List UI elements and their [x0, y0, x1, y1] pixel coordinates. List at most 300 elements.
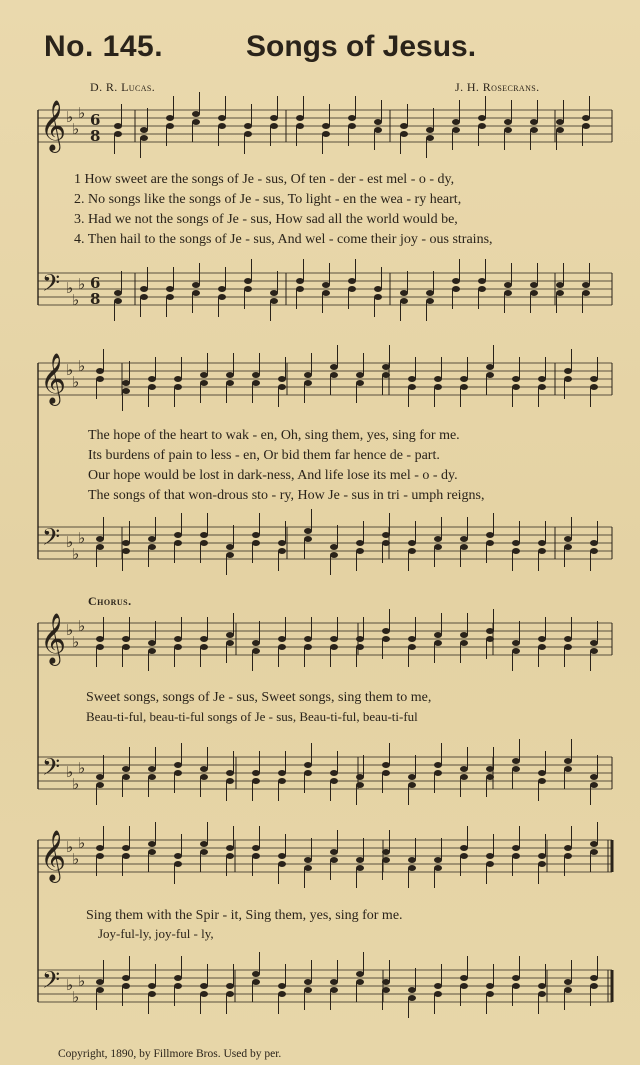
note-head: [452, 278, 460, 284]
note-head: [408, 865, 416, 871]
note-head: [348, 278, 356, 284]
note-head: [408, 782, 416, 788]
note-head: [322, 282, 330, 288]
note-head: [356, 548, 364, 554]
flat-icon: ♭: [78, 834, 86, 852]
flat-icon: ♭: [72, 545, 80, 563]
note-head: [200, 380, 208, 386]
note-head: [192, 119, 200, 125]
note-head: [504, 290, 512, 296]
note-head: [564, 368, 572, 374]
note-head: [564, 644, 572, 650]
note-head: [304, 644, 312, 650]
verse-1-line-1: 1 How sweet are the songs of Je - sus, Of ten - der - est mel - o - dy,: [74, 172, 455, 187]
note-head: [486, 628, 494, 634]
note-head: [538, 644, 546, 650]
note-head: [96, 644, 104, 650]
note-head: [426, 298, 434, 304]
note-head: [408, 774, 416, 780]
note-head: [504, 119, 512, 125]
note-head: [148, 536, 156, 542]
note-head: [564, 845, 572, 851]
note-head: [304, 762, 312, 768]
note-head: [374, 127, 382, 133]
note-head: [244, 278, 252, 284]
note-head: [304, 857, 312, 863]
note-head: [96, 979, 104, 985]
note-head: [356, 372, 364, 378]
note-head: [122, 845, 130, 851]
note-head: [148, 384, 156, 390]
note-head: [200, 983, 208, 989]
note-head: [564, 853, 572, 859]
note-head: [460, 536, 468, 542]
chorus-line-1-soprano: Sweet songs, songs of Je - sus, Sweet songs, sing them to me,: [86, 690, 432, 705]
bass-clef-icon: 𝄢: [42, 523, 61, 556]
note-head: [434, 544, 442, 550]
note-head: [590, 376, 598, 382]
note-head: [304, 979, 312, 985]
note-head: [122, 644, 130, 650]
note-head: [460, 774, 468, 780]
note-head: [96, 845, 104, 851]
note-head: [330, 987, 338, 993]
note-head: [278, 376, 286, 382]
note-head: [304, 380, 312, 386]
note-head: [270, 290, 278, 296]
note-head: [200, 766, 208, 772]
flat-icon: ♭: [72, 775, 80, 793]
note-head: [590, 849, 598, 855]
note-head: [226, 770, 234, 776]
note-head: [122, 983, 130, 989]
note-head: [530, 282, 538, 288]
note-head: [166, 294, 174, 300]
note-head: [460, 853, 468, 859]
note-head: [434, 640, 442, 646]
flat-icon: ♭: [72, 850, 80, 868]
note-head: [330, 849, 338, 855]
note-head: [512, 376, 520, 382]
note-head: [322, 131, 330, 137]
note-head: [322, 123, 330, 129]
note-head: [486, 636, 494, 642]
flat-icon: ♭: [78, 972, 86, 990]
flat-icon: ♭: [72, 988, 80, 1006]
note-head: [382, 770, 390, 776]
note-head: [512, 853, 520, 859]
note-head: [356, 380, 364, 386]
note-head: [330, 857, 338, 863]
note-head: [174, 384, 182, 390]
note-head: [252, 979, 260, 985]
note-head: [434, 384, 442, 390]
note-head: [330, 364, 338, 370]
note-head: [434, 983, 442, 989]
note-head: [590, 640, 598, 646]
note-head: [174, 770, 182, 776]
note-head: [122, 636, 130, 642]
note-head: [278, 636, 286, 642]
note-head: [270, 298, 278, 304]
hymn-number: No. 145.: [44, 30, 164, 63]
note-head: [556, 119, 564, 125]
note-head: [512, 983, 520, 989]
note-head: [148, 991, 156, 997]
note-head: [374, 119, 382, 125]
note-head: [408, 636, 416, 642]
verse-2-line-2: Its burdens of pain to less - en, Or bid them far hence de - part.: [88, 448, 440, 463]
note-head: [408, 384, 416, 390]
note-head: [408, 995, 416, 1001]
note-head: [478, 115, 486, 121]
note-head: [226, 380, 234, 386]
note-head: [538, 548, 546, 554]
note-head: [226, 853, 234, 859]
note-head: [244, 123, 252, 129]
treble-clef-icon: 𝄞: [40, 830, 67, 881]
note-head: [460, 845, 468, 851]
note-head: [538, 540, 546, 546]
bass-clef-icon: 𝄢: [42, 753, 61, 786]
note-head: [114, 131, 122, 137]
note-head: [434, 770, 442, 776]
note-head: [296, 123, 304, 129]
note-head: [538, 376, 546, 382]
note-head: [382, 987, 390, 993]
flat-icon: ♭: [78, 617, 86, 635]
note-head: [564, 766, 572, 772]
note-head: [486, 991, 494, 997]
time-signature-top: 6: [90, 111, 101, 129]
note-head: [252, 853, 260, 859]
note-head: [192, 282, 200, 288]
note-head: [244, 131, 252, 137]
flat-icon: ♭: [72, 633, 80, 651]
note-head: [356, 782, 364, 788]
note-head: [218, 286, 226, 292]
note-head: [252, 778, 260, 784]
note-head: [564, 979, 572, 985]
note-head: [226, 845, 234, 851]
note-head: [304, 636, 312, 642]
note-head: [296, 115, 304, 121]
note-head: [512, 845, 520, 851]
note-head: [538, 861, 546, 867]
note-head: [252, 648, 260, 654]
note-head: [512, 975, 520, 981]
note-head: [252, 540, 260, 546]
note-head: [96, 368, 104, 374]
flat-icon: ♭: [72, 120, 80, 138]
note-head: [252, 532, 260, 538]
note-head: [538, 991, 546, 997]
note-head: [218, 294, 226, 300]
note-head: [452, 286, 460, 292]
note-head: [374, 286, 382, 292]
note-head: [356, 774, 364, 780]
note-head: [434, 762, 442, 768]
note-head: [356, 540, 364, 546]
lyricist-credit: D. R. Lucas.: [90, 80, 156, 94]
note-head: [564, 536, 572, 542]
note-head: [590, 648, 598, 654]
note-head: [174, 983, 182, 989]
note-head: [486, 532, 494, 538]
note-head: [226, 983, 234, 989]
note-head: [270, 123, 278, 129]
note-head: [530, 127, 538, 133]
note-head: [96, 774, 104, 780]
note-head: [400, 123, 408, 129]
note-head: [278, 548, 286, 554]
note-head: [564, 987, 572, 993]
note-head: [590, 841, 598, 847]
time-signature-bottom: 8: [90, 127, 101, 145]
note-head: [382, 762, 390, 768]
note-head: [200, 774, 208, 780]
chorus-line-2-soprano: Sing them with the Spir - it, Sing them, yes, sing for me.: [86, 908, 403, 923]
note-head: [356, 979, 364, 985]
note-head: [252, 971, 260, 977]
note-head: [478, 278, 486, 284]
verse-4-line-2: The songs of that won-drous sto - ry, How Je - sus in tri - umph reigns,: [88, 488, 485, 503]
note-head: [452, 127, 460, 133]
note-head: [174, 853, 182, 859]
note-head: [330, 552, 338, 558]
note-head: [278, 770, 286, 776]
note-head: [486, 364, 494, 370]
note-head: [200, 644, 208, 650]
note-head: [148, 849, 156, 855]
note-head: [166, 286, 174, 292]
note-head: [486, 861, 494, 867]
note-head: [504, 282, 512, 288]
note-head: [226, 991, 234, 997]
note-head: [122, 548, 130, 554]
note-head: [148, 640, 156, 646]
composer-credit: J. H. Rosecrans.: [455, 80, 540, 94]
note-head: [590, 540, 598, 546]
flat-icon: ♭: [66, 763, 74, 781]
note-head: [218, 115, 226, 121]
note-head: [226, 372, 234, 378]
note-head: [556, 127, 564, 133]
note-head: [200, 532, 208, 538]
note-head: [304, 528, 312, 534]
note-head: [460, 632, 468, 638]
verse-1-line-2: The hope of the heart to wak - en, Oh, sing them, yes, sing for me.: [88, 428, 460, 443]
note-head: [252, 640, 260, 646]
note-head: [426, 290, 434, 296]
note-head: [382, 857, 390, 863]
note-head: [538, 770, 546, 776]
note-head: [512, 758, 520, 764]
note-head: [226, 632, 234, 638]
flat-icon: ♭: [66, 976, 74, 994]
note-head: [564, 544, 572, 550]
note-head: [582, 115, 590, 121]
treble-clef-icon: 𝄞: [40, 613, 67, 664]
note-head: [278, 983, 286, 989]
note-head: [356, 636, 364, 642]
chorus-line-1-bass: Beau-ti-ful, beau-ti-ful songs of Je - sus, Beau-ti-ful, beau-ti-ful: [86, 709, 418, 724]
note-head: [322, 290, 330, 296]
note-head: [486, 540, 494, 546]
note-head: [564, 636, 572, 642]
note-head: [304, 372, 312, 378]
note-head: [408, 644, 416, 650]
note-head: [226, 544, 234, 550]
note-head: [114, 123, 122, 129]
note-head: [486, 766, 494, 772]
note-head: [538, 983, 546, 989]
note-head: [114, 298, 122, 304]
note-head: [434, 857, 442, 863]
flat-icon: ♭: [78, 759, 86, 777]
note-head: [486, 774, 494, 780]
note-head: [122, 388, 130, 394]
note-head: [348, 286, 356, 292]
note-head: [96, 636, 104, 642]
note-head: [356, 644, 364, 650]
note-head: [330, 544, 338, 550]
copyright-notice: Copyright, 1890, by Fillmore Bros. Used by per.: [58, 1048, 282, 1060]
note-head: [96, 853, 104, 859]
note-head: [252, 372, 260, 378]
note-head: [486, 983, 494, 989]
note-head: [512, 548, 520, 554]
note-head: [122, 766, 130, 772]
note-head: [140, 127, 148, 133]
note-head: [564, 376, 572, 382]
note-head: [408, 987, 416, 993]
note-head: [426, 127, 434, 133]
note-head: [226, 640, 234, 646]
note-head: [226, 778, 234, 784]
note-head: [278, 540, 286, 546]
note-head: [348, 123, 356, 129]
flat-icon: ♭: [66, 838, 74, 856]
note-head: [96, 987, 104, 993]
note-head: [582, 290, 590, 296]
flat-icon: ♭: [78, 357, 86, 375]
note-head: [122, 975, 130, 981]
note-head: [460, 384, 468, 390]
note-head: [278, 991, 286, 997]
note-head: [590, 975, 598, 981]
flat-icon: ♭: [72, 373, 80, 391]
note-head: [382, 532, 390, 538]
note-head: [122, 853, 130, 859]
note-head: [382, 849, 390, 855]
note-head: [530, 119, 538, 125]
verse-3-line-1: 3. Had we not the songs of Je - sus, How sad all the world would be,: [74, 212, 458, 227]
flat-icon: ♭: [78, 529, 86, 547]
note-head: [296, 286, 304, 292]
note-head: [174, 861, 182, 867]
note-head: [356, 971, 364, 977]
treble-clef-icon: 𝄞: [40, 100, 67, 151]
note-head: [174, 532, 182, 538]
note-head: [200, 841, 208, 847]
note-head: [252, 770, 260, 776]
flat-icon: ♭: [78, 275, 86, 293]
note-head: [434, 632, 442, 638]
note-head: [114, 290, 122, 296]
note-head: [556, 290, 564, 296]
note-head: [564, 758, 572, 764]
note-head: [278, 861, 286, 867]
note-head: [400, 131, 408, 137]
note-head: [278, 853, 286, 859]
verse-3-line-2: Our hope would be lost in dark-ness, And life lose its mel - o - dy.: [88, 468, 458, 483]
note-head: [408, 548, 416, 554]
note-head: [166, 123, 174, 129]
note-head: [356, 865, 364, 871]
note-head: [166, 115, 174, 121]
note-head: [460, 376, 468, 382]
note-head: [400, 290, 408, 296]
note-head: [174, 644, 182, 650]
note-head: [582, 282, 590, 288]
note-head: [192, 111, 200, 117]
note-head: [460, 640, 468, 646]
note-head: [434, 865, 442, 871]
note-head: [400, 298, 408, 304]
note-head: [382, 372, 390, 378]
note-head: [452, 119, 460, 125]
note-head: [382, 628, 390, 634]
note-head: [382, 979, 390, 985]
note-head: [278, 644, 286, 650]
note-head: [174, 636, 182, 642]
hymn-title: Songs of Jesus.: [246, 30, 477, 63]
note-head: [148, 841, 156, 847]
note-head: [244, 286, 252, 292]
note-head: [200, 991, 208, 997]
flat-icon: ♭: [72, 291, 80, 309]
flat-icon: ♭: [66, 108, 74, 126]
chorus-line-2-bass: Joy-ful-ly, joy-ful - ly,: [98, 926, 214, 941]
note-head: [96, 544, 104, 550]
note-head: [486, 372, 494, 378]
note-head: [96, 376, 104, 382]
note-head: [590, 774, 598, 780]
note-head: [486, 853, 494, 859]
note-head: [408, 857, 416, 863]
note-head: [478, 286, 486, 292]
flat-icon: ♭: [66, 533, 74, 551]
note-head: [538, 778, 546, 784]
note-head: [408, 376, 416, 382]
treble-clef-icon: 𝄞: [40, 353, 67, 404]
chorus-label: Chorus.: [88, 594, 132, 608]
note-head: [530, 290, 538, 296]
note-head: [278, 384, 286, 390]
note-head: [200, 636, 208, 642]
flat-icon: ♭: [66, 279, 74, 297]
note-head: [252, 380, 260, 386]
note-head: [382, 636, 390, 642]
flat-icon: ♭: [66, 361, 74, 379]
verse-4-line-1: 4. Then hail to the songs of Je - sus, And wel - come their joy - ous strains,: [74, 232, 493, 247]
note-head: [382, 364, 390, 370]
time-signature-bottom: 8: [90, 290, 101, 308]
note-head: [226, 552, 234, 558]
note-head: [174, 376, 182, 382]
note-head: [348, 115, 356, 121]
